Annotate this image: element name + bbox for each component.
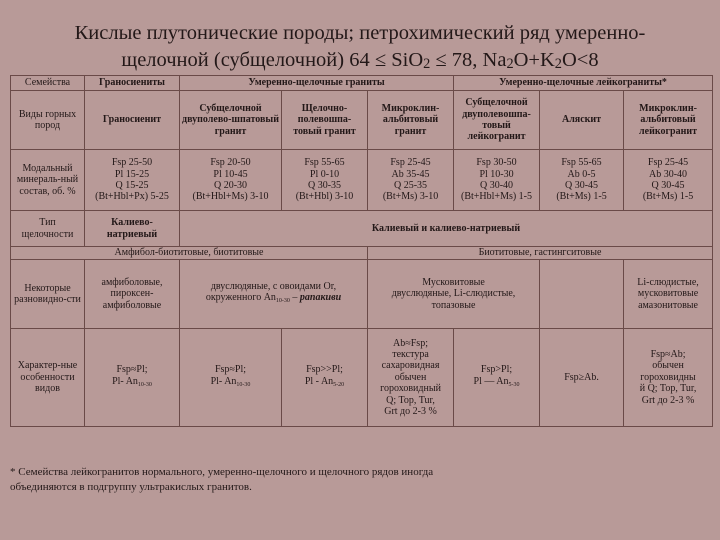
feature-cell: Fsp≈Pl; Pl- $An_{10-30}$ bbox=[180, 329, 282, 427]
title-text: O<8 bbox=[561, 49, 599, 71]
cell-subalkaline-leucogranite: Субщелочной двуполевошпа-товый лейкогранит bbox=[454, 91, 540, 150]
footnote-line-1: * Семейства лейкогранитов нормального, умеренно-щелочного и щелочного рядов иногда bbox=[10, 466, 434, 478]
row-label-types: Виды горных пород bbox=[11, 91, 85, 150]
modal-cell: Fsp 55-65 Pl 0-10 Q 30-35 (Bt+Hbl) 3-10 bbox=[282, 150, 368, 211]
title-subscript: 2 bbox=[423, 56, 431, 72]
cell-microcline-albite-granite: Микроклин-альбитовый гранит bbox=[368, 91, 454, 150]
row-label-features: Характер-ные особенности видов bbox=[11, 329, 85, 427]
varieties-row bbox=[11, 260, 713, 329]
title-subscript: 2 bbox=[506, 56, 514, 72]
cell-potassium-and-potassium-sodium: Калиевый и калиево-натриевый bbox=[180, 211, 713, 247]
row-label-varieties: Некоторые разновидно-сти bbox=[11, 260, 85, 329]
header-moderate-alkaline-leucogranites: Умеренно-щелочные лейкограниты* bbox=[454, 76, 713, 91]
title-text: щелочной (субщелочной) 64 ≤ SiO bbox=[121, 49, 424, 71]
feature-cell: Ab≈Fsp; текстура сахаровидная обычен гороховидный Q; Top, Tur, Grt до 2-3 % bbox=[368, 329, 454, 427]
rock-classification-table bbox=[10, 75, 713, 427]
feature-cell: Fsp>Pl; Pl — $An_{5-30}$ bbox=[454, 329, 540, 427]
title-line-2 bbox=[0, 47, 720, 74]
varieties-top-row bbox=[11, 247, 713, 260]
title-text: ≤ 78, Na bbox=[430, 49, 507, 71]
feature-cell: Fsp≥Ab. bbox=[540, 329, 624, 427]
modal-cell: Fsp 55-65 Ab 0-5 Q 30-45 (Bt+Ms) 1-5 bbox=[540, 150, 624, 211]
modal-row bbox=[11, 150, 713, 211]
modal-cell: Fsp 20-50 Pl 10-45 Q 20-30 (Bt+Hbl+Ms) 3-10 bbox=[180, 150, 282, 211]
cell-empty bbox=[540, 260, 624, 329]
features-row bbox=[11, 329, 713, 427]
title-line-1: Кислые плутонические породы; петрохимический ряд умеренно- bbox=[74, 22, 646, 44]
row-label-modal: Модальный минераль-ный состав, об. % bbox=[11, 150, 85, 211]
header-family: Семейства bbox=[11, 76, 85, 91]
title-subscript: 2 bbox=[554, 56, 562, 72]
header-row bbox=[11, 76, 713, 91]
modal-cell: Fsp 30-50 Pl 10-30 Q 30-40 (Bt+Hbl+Ms) 1-5 bbox=[454, 150, 540, 211]
header-granosyenites: Граносиениты bbox=[85, 76, 180, 91]
cell-alkali-feldspar-granite: Щелочно-полевошпа-товый гранит bbox=[282, 91, 368, 150]
slide-title bbox=[0, 20, 720, 74]
modal-cell: Fsp 25-45 Ab 35-45 Q 25-35 (Bt+Ms) 3-10 bbox=[368, 150, 454, 211]
cell-amphibole-biotite: Амфибол-биотитовые, биотитовые bbox=[11, 247, 368, 260]
feature-cell: Fsp>>Pl; Pl - $An_{5-20}$ bbox=[282, 329, 368, 427]
cell-subalkaline-granite: Субщелочной двуполево-шпатовый гранит bbox=[180, 91, 282, 150]
row-label-alkalinity: Тип щелочности bbox=[11, 211, 85, 247]
cell-alaskite: Аляскит bbox=[540, 91, 624, 150]
cell-li-mica-amazonite: Li-слюдистые, мусковитовые амазонитовые bbox=[624, 260, 713, 329]
types-row bbox=[11, 91, 713, 150]
modal-cell: Fsp 25-50 Pl 15-25 Q 15-25 (Bt+Hbl+Px) 5-25 bbox=[85, 150, 180, 211]
alkalinity-row bbox=[11, 211, 713, 247]
cell-potassium-sodium: Калиево-натриевый bbox=[85, 211, 180, 247]
cell-amphibole-varieties: амфиболовые, пироксен-амфиболовые bbox=[85, 260, 180, 329]
footnote bbox=[10, 465, 700, 494]
footnote-line-2: объединяются в подгруппу ультракислых гранитов. bbox=[10, 480, 252, 493]
header-moderate-alkaline-granites: Умеренно-щелочные граниты bbox=[180, 76, 454, 91]
feature-cell: Fsp≈Ab; обычен гороховидны й Q; Top, Tur, Grt до 2-3 % bbox=[624, 329, 713, 427]
cell-muscovite: Мусковитовые двуслюдяные, Li-слюдистые, топазовые bbox=[368, 260, 540, 329]
cell-granosyenite: Граносиенит bbox=[85, 91, 180, 150]
modal-cell: Fsp 25-45 Ab 30-40 Q 30-45 (Bt+Ms) 1-5 bbox=[624, 150, 713, 211]
cell-biotite-hastingsite: Биотитовые, гастингситовые bbox=[368, 247, 713, 260]
cell-rapakivi: двуслюдяные, с овоидами Or, окруженного $An_{10-30}$ – рапакиви bbox=[180, 260, 368, 329]
title-text: O+K bbox=[513, 49, 555, 71]
feature-cell: Fsp≈Pl; Pl- $An_{10-30}$ bbox=[85, 329, 180, 427]
cell-microcline-albite-leucogranite: Микроклин-альбитовый лейкогранит bbox=[624, 91, 713, 150]
